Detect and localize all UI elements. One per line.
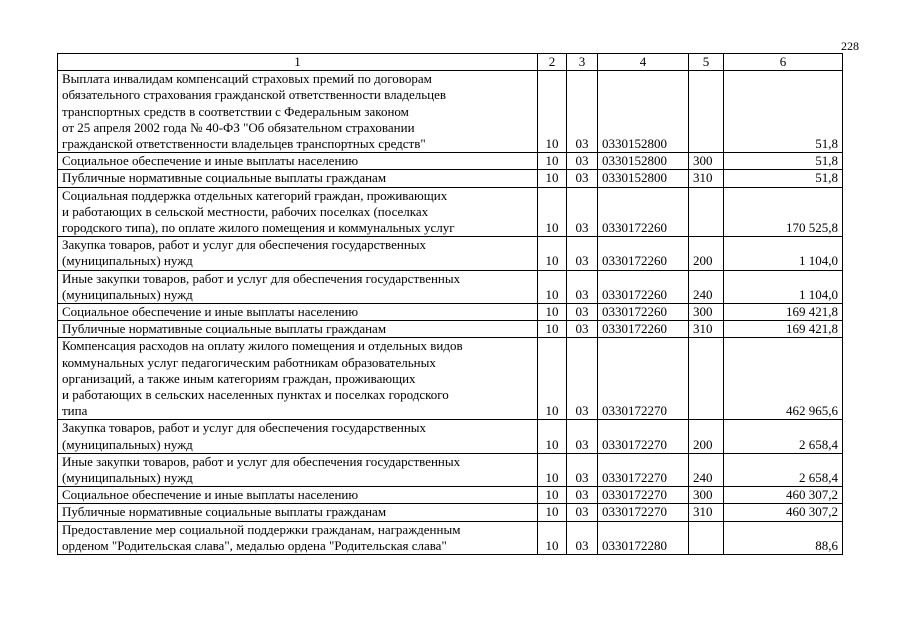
row-name-line: Иные закупки товаров, работ и услуг для обеспечения государственных	[62, 453, 461, 469]
table-row	[58, 504, 843, 521]
row-section: 10	[538, 170, 567, 187]
row-subsection: 03	[567, 338, 598, 420]
row-name	[58, 237, 538, 270]
row-subsection: 03	[567, 487, 598, 504]
row-name-line: и работающих в сельских населенных пунктах и поселках городского	[62, 387, 449, 403]
row-subsection: 03	[567, 153, 598, 170]
row-name-line: (муниципальных) нужд	[62, 253, 193, 269]
row-name-line: Публичные нормативные социальные выплаты гражданам	[62, 321, 387, 337]
row-target-code: 0330152800	[598, 170, 689, 187]
row-name-line: обязательного страхования гражданской ответственности владельцев	[62, 87, 446, 103]
row-subsection: 03	[567, 453, 598, 486]
header-col-3: 3	[567, 54, 598, 71]
row-name	[58, 321, 538, 338]
row-section: 10	[538, 304, 567, 321]
table-row	[58, 270, 843, 303]
row-name-line: Выплата инвалидам компенсаций страховых премий по договорам	[62, 71, 432, 87]
row-name-line: и работающих в сельской местности, рабочих поселках (поселках	[62, 203, 429, 219]
row-name-line: Социальное обеспечение и иные выплаты населению	[62, 153, 359, 169]
row-name-line: Социальная поддержка отдельных категорий граждан, проживающих	[62, 187, 448, 203]
row-name	[58, 338, 538, 420]
table-row	[58, 187, 843, 237]
row-name-line: Закупка товаров, работ и услуг для обеспечения государственных	[62, 237, 427, 253]
row-name-line: Публичные нормативные социальные выплаты гражданам	[62, 170, 387, 186]
row-target-code: 0330172280	[598, 521, 689, 554]
row-target-code: 0330172260	[598, 270, 689, 303]
row-name-line: орденом "Родительская слава", медалью ордена "Родительская слава"	[62, 537, 447, 553]
row-section: 10	[538, 453, 567, 486]
row-amount: 2 658,4	[724, 453, 843, 486]
row-amount: 1 104,0	[724, 237, 843, 270]
table-row	[58, 71, 843, 153]
table-row	[58, 453, 843, 486]
row-name-line: транспортных средств в соответствии с Федеральным законом	[62, 103, 409, 119]
row-amount: 1 104,0	[724, 270, 843, 303]
row-amount: 51,8	[724, 170, 843, 187]
row-name-line: Публичные нормативные социальные выплаты гражданам	[62, 504, 387, 520]
row-section: 10	[538, 71, 567, 153]
row-subsection: 03	[567, 321, 598, 338]
table-row	[58, 153, 843, 170]
row-name-line: от 25 апреля 2002 года № 40-ФЗ "Об обязательном страховании	[62, 119, 415, 135]
row-amount: 2 658,4	[724, 420, 843, 453]
row-subsection: 03	[567, 71, 598, 153]
row-expense-type: 310	[689, 170, 724, 187]
row-name-line: типа	[62, 403, 88, 419]
row-name	[58, 453, 538, 486]
row-name-line: Предоставление мер социальной поддержки гражданам, награжденным	[62, 521, 461, 537]
header-col-6: 6	[724, 54, 843, 71]
row-target-code: 0330152800	[598, 153, 689, 170]
table-row	[58, 321, 843, 338]
row-section: 10	[538, 153, 567, 170]
row-name	[58, 187, 538, 237]
row-expense-type: 310	[689, 504, 724, 521]
row-amount: 51,8	[724, 71, 843, 153]
row-expense-type	[689, 521, 724, 554]
table-row	[58, 170, 843, 187]
row-name-line: Иные закупки товаров, работ и услуг для обеспечения государственных	[62, 270, 461, 286]
row-target-code: 0330172260	[598, 321, 689, 338]
row-name-line: (муниципальных) нужд	[62, 470, 193, 486]
row-expense-type: 200	[689, 420, 724, 453]
row-name-line: гражданской ответственности владельцев транспортных средств"	[62, 136, 426, 152]
row-expense-type	[689, 338, 724, 420]
row-name	[58, 71, 538, 153]
row-expense-type: 200	[689, 237, 724, 270]
header-col-5: 5	[689, 54, 724, 71]
row-name	[58, 521, 538, 554]
row-section: 10	[538, 237, 567, 270]
table-row	[58, 304, 843, 321]
table-row	[58, 237, 843, 270]
table-row	[58, 487, 843, 504]
row-subsection: 03	[567, 504, 598, 521]
row-section: 10	[538, 487, 567, 504]
row-name-line: городского типа), по оплате жилого помещения и коммунальных услуг	[62, 220, 455, 236]
row-name-line: коммунальных услуг педагогическим работникам образовательных	[62, 354, 436, 370]
row-expense-type: 240	[689, 453, 724, 486]
row-amount: 88,6	[724, 521, 843, 554]
row-name	[58, 170, 538, 187]
row-section: 10	[538, 420, 567, 453]
row-amount: 170 525,8	[724, 187, 843, 237]
row-amount: 462 965,6	[724, 338, 843, 420]
table-header-row	[58, 54, 843, 71]
table-row	[58, 521, 843, 554]
row-section: 10	[538, 187, 567, 237]
header-col-2: 2	[538, 54, 567, 71]
row-section: 10	[538, 270, 567, 303]
row-amount: 460 307,2	[724, 487, 843, 504]
row-expense-type: 240	[689, 270, 724, 303]
row-subsection: 03	[567, 170, 598, 187]
budget-table	[57, 53, 843, 555]
table-row	[58, 420, 843, 453]
header-col-1: 1	[58, 54, 538, 71]
row-target-code: 0330172270	[598, 487, 689, 504]
row-name	[58, 420, 538, 453]
row-amount: 460 307,2	[724, 504, 843, 521]
row-name-line: Социальное обеспечение и иные выплаты населению	[62, 304, 359, 320]
row-section: 10	[538, 321, 567, 338]
row-target-code: 0330152800	[598, 71, 689, 153]
row-amount: 51,8	[724, 153, 843, 170]
row-expense-type: 300	[689, 304, 724, 321]
table-body	[58, 71, 843, 555]
row-target-code: 0330172270	[598, 338, 689, 420]
row-subsection: 03	[567, 237, 598, 270]
row-amount: 169 421,8	[724, 321, 843, 338]
row-target-code: 0330172260	[598, 187, 689, 237]
row-subsection: 03	[567, 304, 598, 321]
row-subsection: 03	[567, 187, 598, 237]
row-name	[58, 487, 538, 504]
row-section: 10	[538, 338, 567, 420]
row-target-code: 0330172260	[598, 304, 689, 321]
row-subsection: 03	[567, 420, 598, 453]
row-name	[58, 504, 538, 521]
row-subsection: 03	[567, 270, 598, 303]
row-name	[58, 153, 538, 170]
row-name-line: организаций, а также иным категориям граждан, проживающих	[62, 370, 416, 386]
row-section: 10	[538, 504, 567, 521]
row-expense-type: 300	[689, 153, 724, 170]
row-name	[58, 270, 538, 303]
page-number: 228	[841, 39, 859, 53]
row-target-code: 0330172270	[598, 453, 689, 486]
row-subsection: 03	[567, 521, 598, 554]
row-name-line: (муниципальных) нужд	[62, 286, 193, 302]
row-name-line: Закупка товаров, работ и услуг для обеспечения государственных	[62, 420, 427, 436]
row-target-code: 0330172270	[598, 420, 689, 453]
row-name-line: Компенсация расходов на оплату жилого помещения и отдельных видов	[62, 338, 463, 354]
row-name-line: Социальное обеспечение и иные выплаты населению	[62, 487, 359, 503]
row-expense-type	[689, 71, 724, 153]
row-expense-type: 310	[689, 321, 724, 338]
row-amount: 169 421,8	[724, 304, 843, 321]
row-target-code: 0330172270	[598, 504, 689, 521]
row-expense-type	[689, 187, 724, 237]
row-expense-type: 300	[689, 487, 724, 504]
row-target-code: 0330172260	[598, 237, 689, 270]
row-section: 10	[538, 521, 567, 554]
row-name-line: (муниципальных) нужд	[62, 436, 193, 452]
row-name	[58, 304, 538, 321]
header-col-4: 4	[598, 54, 689, 71]
table-row	[58, 338, 843, 420]
